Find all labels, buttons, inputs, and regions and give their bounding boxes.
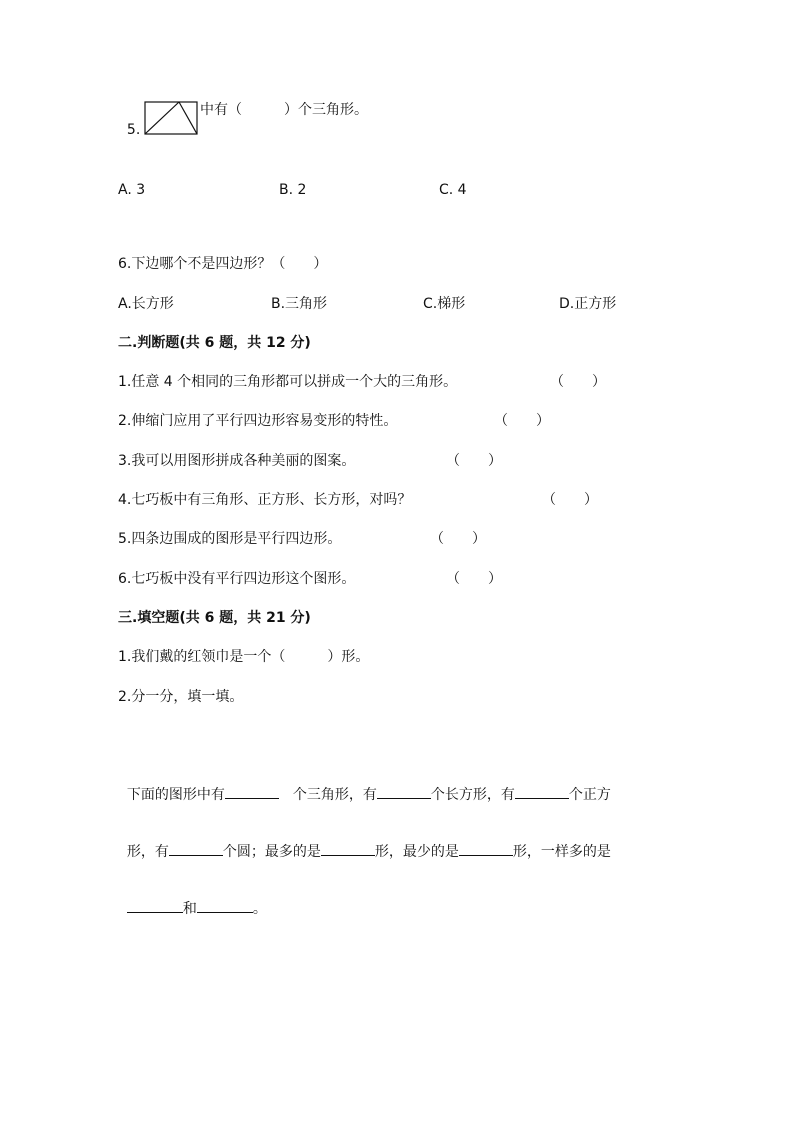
blank-squares[interactable] [515, 784, 569, 799]
judge-item-4: 4.七巧板中有三角形、正方形、长方形，对吗？ [118, 492, 412, 508]
q6-option-c: C.梯形 [423, 296, 466, 312]
q6-option-a: A.长方形 [118, 296, 174, 312]
blank-circles[interactable] [169, 841, 223, 856]
blank-equal-1[interactable] [127, 898, 183, 913]
question-5-number: 5. [126, 122, 141, 138]
fill-text: 形，有 [126, 844, 169, 860]
judge-item-1: 1.任意 4 个相同的三角形都可以拼成一个大的三角形。 [118, 374, 458, 390]
fill-question-1: 1.我们戴的红领巾是一个（ ）形。 [118, 649, 370, 665]
fill-question-2: 2.分一分，填一填。 [118, 689, 244, 705]
question-5 [118, 100, 368, 180]
fill-text: 个正方 [568, 787, 611, 803]
question-6-text: 6.下边哪个不是四边形？（ ） [118, 256, 328, 272]
judge-item-5: 5.四条边围成的图形是平行四边形。 [118, 531, 342, 547]
fill-text: 个长方形，有 [430, 787, 515, 803]
judge-item-6-paren[interactable]: （ ） [446, 571, 502, 587]
fill-text: 形，最少的是 [374, 844, 459, 860]
q5-option-a: A. 3 [118, 182, 146, 198]
question-5-text: 中有（ ）个三角形。 [200, 102, 368, 118]
judge-item-2-paren[interactable]: （ ） [494, 413, 550, 429]
judge-item-3: 3.我可以用图形拼成各种美丽的图案。 [118, 453, 356, 469]
fill-text: 个圆；最多的是 [222, 844, 321, 860]
judge-item-2: 2.伸缩门应用了平行四边形容易变形的特性。 [118, 413, 398, 429]
judge-item-3-paren[interactable]: （ ） [446, 453, 502, 469]
q5-option-b: B. 2 [279, 182, 307, 198]
judge-item-6: 6.七巧板中没有平行四边形这个图形。 [118, 571, 356, 587]
triangle-figure [144, 98, 198, 136]
fill-line-3 [118, 878, 267, 919]
judge-item-4-paren[interactable]: （ ） [542, 492, 598, 508]
blank-least[interactable] [459, 841, 513, 856]
fill-text: 和 [182, 901, 197, 917]
blank-rectangles[interactable] [377, 784, 431, 799]
fill-line-2 [118, 821, 611, 862]
q6-option-b: B.三角形 [271, 296, 328, 312]
blank-most[interactable] [321, 841, 375, 856]
judge-item-1-paren[interactable]: （ ） [550, 374, 606, 390]
blank-equal-2[interactable] [197, 898, 253, 913]
q5-option-c: C. 4 [439, 182, 467, 198]
judge-item-5-paren[interactable]: （ ） [430, 531, 486, 547]
blank-triangles[interactable] [225, 784, 279, 799]
fill-text: 形，一样多的是 [512, 844, 611, 860]
section-2-title: 二.判断题(共 6 题，共 12 分) [118, 335, 311, 351]
fill-text: 。 [252, 901, 267, 917]
fill-line-1 [118, 764, 611, 805]
fill-text: 下面的图形中有 [126, 787, 225, 803]
fill-text: 个三角形，有 [292, 787, 377, 803]
q6-option-d: D.正方形 [559, 296, 617, 312]
section-3-title: 三.填空题(共 6 题，共 21 分) [118, 610, 311, 626]
